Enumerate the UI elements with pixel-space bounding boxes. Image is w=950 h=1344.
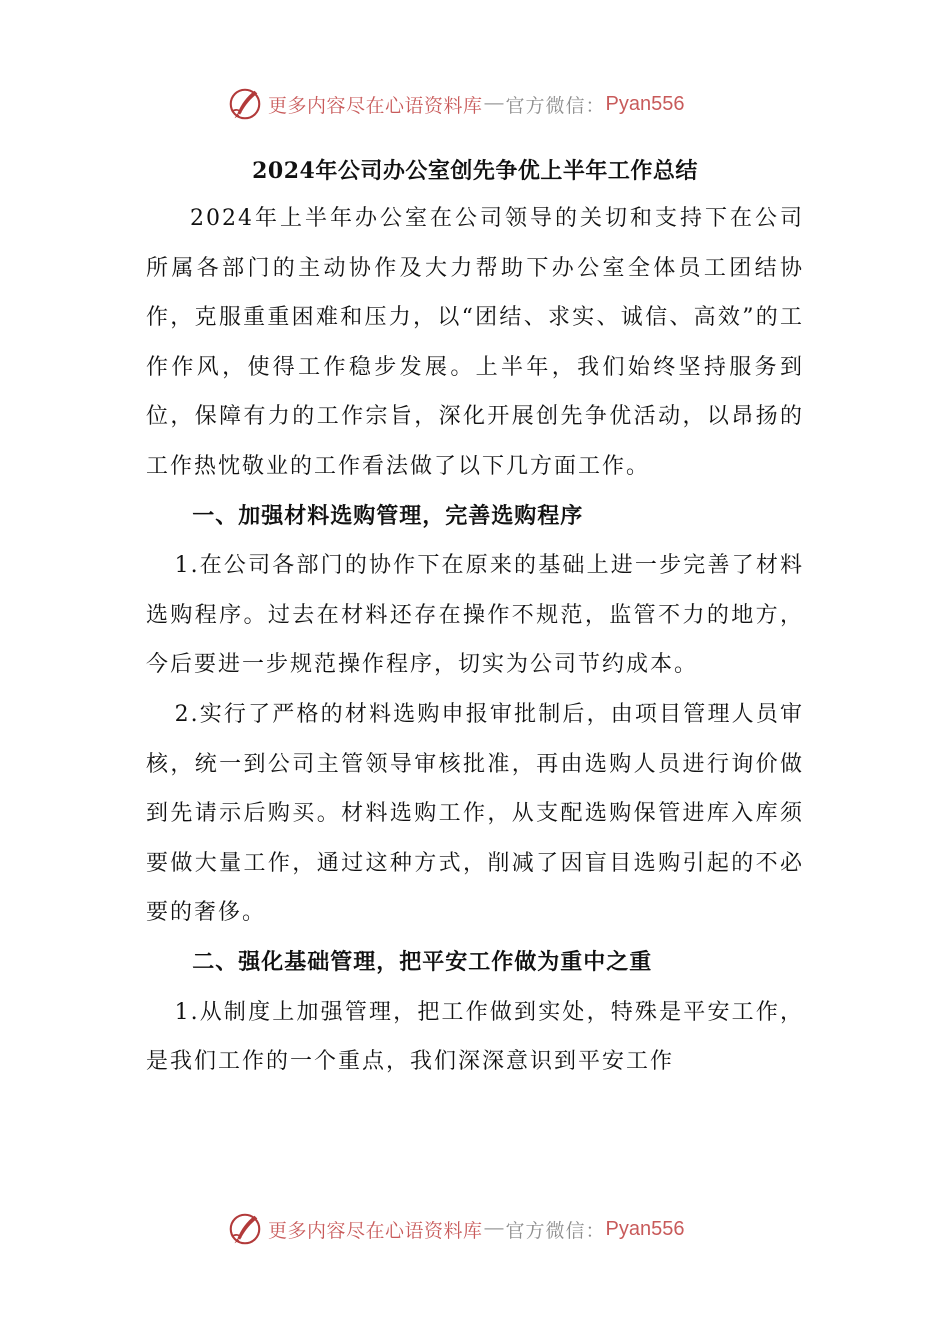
- banner-official-label: 官方微信：: [505, 94, 606, 117]
- header-watermark-banner: [226, 82, 685, 126]
- banner-wechat-account: Pyan556: [605, 92, 685, 115]
- banner-slogan: 更多内容尽在心语资料库: [268, 1219, 483, 1242]
- banner-official-label: 官方微信：: [505, 1219, 606, 1242]
- banner-wechat-account: Pyan556: [605, 1217, 685, 1240]
- section-heading-2: 二、强化基础管理，把平安工作做为重中之重: [192, 948, 653, 975]
- section-2-item-1: 1.从制度上加强管理，把工作做到实处，特殊是平安工作，是我们工作的一个重点，我们深深意识到平安工作: [146, 999, 804, 1075]
- section-1-item-2: 2.实行了严格的材料选购申报审批制后，由项目管理人员审核，统一到公司主管领导审核批准，再由选购人员进行询价做到先请示后购买。材料选购工作，从支配选购保管进库入库须要做大量工作，通过这种方式，削减了因盲目选购引起的不必要的奢侈。: [146, 701, 804, 926]
- intro-paragraph: 2024年上半年办公室在公司领导的关切和支持下在公司所属各部门的主动协作及大力帮助下办公室全体员工团结协作，克服重重困难和压力，以“团结、求实、诚信、高效”的工作作风，使得工作稳步发展。上半年，我们始终坚持服务到位，保障有力的工作宗旨，深化开展创先争优活动，以昂扬的工作热忱敬业的工作看法做了以下几方面工作。: [146, 206, 804, 479]
- banner-slogan: 更多内容尽在心语资料库: [268, 94, 483, 117]
- section-1-item-1: 1.在公司各部门的协作下在原来的基础上进一步完善了材料选购程序。过去在材料还存在操作不规范，监管不力的地方，今后要进一步规范操作程序，切实为公司节约成本。: [146, 553, 804, 678]
- footer-watermark-banner: [226, 1207, 685, 1251]
- banner-dash: —: [484, 1218, 504, 1239]
- document-title: 2024年公司办公室创先争优上半年工作总结: [252, 158, 698, 184]
- banner-dash: —: [484, 93, 504, 114]
- document-body: [146, 148, 804, 1087]
- section-heading-1: 一、加强材料选购管理，完善选购程序: [192, 502, 584, 529]
- quill-pen-logo-icon: [226, 85, 264, 123]
- quill-pen-logo-icon: [226, 1210, 264, 1248]
